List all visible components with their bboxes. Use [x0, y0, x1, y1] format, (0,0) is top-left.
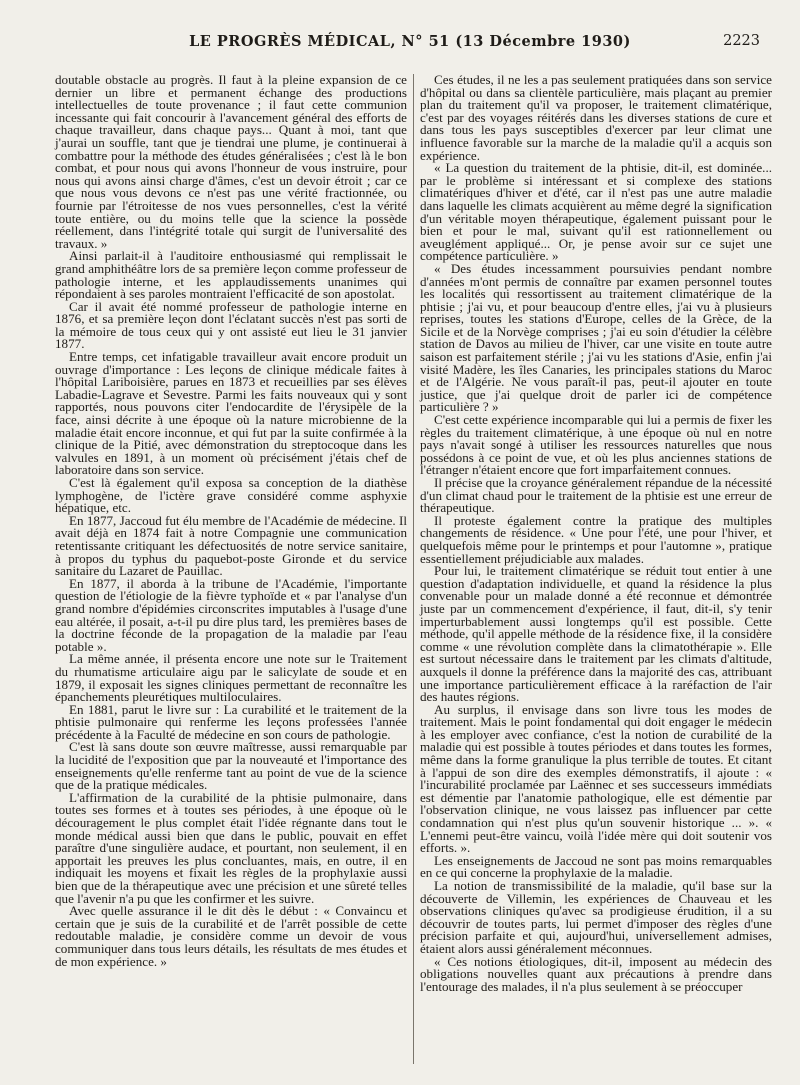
paragraph: C'est là également qu'il exposa sa conception de la diathèse lymphogène, de l'ictère grave considéré comme asphyxie hépatique, etc. [55, 475, 407, 516]
paragraph: En 1877, il aborda à la tribune de l'Académie, l'importante question de l'étiologie de la fièvre typhoïde et « par l'analyse d'un grand nombre d'épidémies circonscrites imputables à l'usage d'une eau altérée, il posait, a-t-il pu dire plus tard, les premières bases de la doctrine féconde de la propagation de la maladie par l'eau potable ». [55, 575, 407, 654]
paragraph: En 1877, Jaccoud fut élu membre de l'Académie de médecine. Il avait déjà en 1874 fait à notre Compagnie une communication retentissante critiquant les défectuosités de notre service sanitaire, à propos du typhus du paquebot-poste Gironde et du service sanitaire du Lazaret de Pauillac. [55, 512, 407, 579]
paragraph: Avec quelle assurance il le dit dès le début : « Convaincu et certain que je suis de la curabilité et de l'arrêt possible de cette redoutable maladie, je considère comme un devoir de vous communiquer dans tous leurs détails, les résultats de mes études et de mon expérience. » [55, 903, 407, 969]
paragraph: Les enseignements de Jaccoud ne sont pas moins remarquables en ce qui concerne la prophylaxie de la maladie. [420, 852, 772, 881]
paragraph: Il précise que la croyance généralement répandue de la nécessité d'un climat chaud pour le traitement de la phtisie est une erreur de thérapeutique. [420, 475, 772, 516]
column-divider [413, 74, 414, 1064]
page-number: 2223 [723, 33, 760, 49]
paragraph: doutable obstacle au progrès. Il faut à la pleine expansion de ce dernier un libre et permanent échange des productions intellectuelles de toute provenance ; il faut cette communion incessante qui fait concourir à l'avancement général des efforts de chaque travailleur, dans chaque pays... Quant à moi, tant que j'aurai un souffle, tant que je tiendrai une plume, je continuerai à combattre pour la méthode des études généralisées ; c'est là le bon combat, et pour nous qui avons l'honneur de vous instruire, pour nous qui avons ainsi charge d'âmes, c'est un devoir étroit ; car ce que nous vous devons ce n'est pas une vérité fractionnée, ou fournie par l'étroitesse de nos vues personnelles, c'est la vérité toute entière, ou du moins telle que la science la possède réellement, dans l'intégrité totale qui surgit de l'universalité des travaux. » [55, 72, 407, 251]
paragraph: En 1881, parut le livre sur : La curabilité et le traitement de la phtisie pulmonaire qui renferme les leçons professées l'année précédente à la Faculté de médecine en son cours de pathologie. [55, 701, 407, 742]
right-column [420, 74, 772, 993]
paragraph: « Des études incessamment poursuivies pendant nombre d'années m'ont permis de connaître par examen personnel toutes les localités qui ressortissent au traitement climatérique de la phtisie ; j'ai vu, et pour beaucoup d'entre elles, j'ai vu à plusieurs reprises, toutes les stations d'Europe, celles de la Grèce, de la Sicile et de la Norvège comprises ; j'ai eu soin d'étudier la célèbre station de Davos au milieu de l'hiver, car une visite en toute autre saison est parfaitement stérile ; j'ai vu les stations d'Asie, enfin j'ai visité Madère, les îles Canaries, les principales stations du Maroc et de l'Algérie. Ne vous paraît-il pas, peut-il ajouter en toute justice, que j'ai quelque droit de parler ici de compétence particulière ? » [420, 260, 772, 415]
paragraph: L'affirmation de la curabilité de la phtisie pulmonaire, dans toutes ses formes et à toutes ses périodes, à une époque où le découragement le plus complet était l'idée régnante dans tout le monde médical aussi bien que dans le public, pouvait en effet paraître d'une singulière audace, et pourtant, non seulement, il en apportait les preuves les plus concluantes, mais, en outre, il en indiquait les moyens et fixait les règles de la prophylaxie aussi bien que de la thérapeutique avec une précision et une sûreté telles que l'avenir n'a pu que les confirmer et les suivre. [55, 789, 407, 906]
paragraph: Ainsi parlait-il à l'auditoire enthousiasmé qui remplissait le grand amphithéâtre lors de sa première leçon comme professeur de pathologie interne, et les applaudissements unanimes qui répondaient à ses paroles montraient l'efficacité de son apostolat. [55, 248, 407, 302]
paragraph: Il proteste également contre la pratique des multiples changements de résidence. « Une pour l'été, une pour l'hiver, et quelquefois même pour le printemps et pour l'automne », pratique essentiellement préjudiciable aux malades. [420, 512, 772, 566]
journal-title: LE PROGRÈS MÉDICAL, N° 51 (13 Décembre 1930) [189, 33, 631, 50]
running-header [60, 33, 760, 53]
paragraph: « Ces notions étiologiques, dit-il, imposent au médecin des obligations nouvelles quant aux précautions à prendre dans l'entourage des malades, il n'a plus seulement à se préoccuper [420, 953, 772, 994]
paragraph: Pour lui, le traitement climatérique se réduit tout entier à une question d'adaptation individuelle, et quand la résidence la plus convenable pour un malade donné a été reconnue et démontrée juste par un commencement d'expérience, il faut, dit-il, s'y tenir imperturbablement aussi longtemps qu'il est possible. Cette méthode, qu'il appelle méthode de la résidence fixe, il la considère comme « une révolution complète dans la climatothérapie ». Elle est surtout nécessaire dans le traitement par les climats d'altitude, auxquels il donne la préférence dans la majorité des cas, attribuant une importance particulièrement efficace à la raréfaction de l'air des hautes régions. [420, 563, 772, 705]
paragraph: Au surplus, il envisage dans son livre tous les modes de traitement. Mais le point fondamental qui doit engager le médecin à les employer avec confiance, c'est la notion de curabilité de la maladie qui est possible à toutes périodes et dans toutes les formes, même dans la forme granulique la plus terrible de toutes. Et citant à l'appui de son dire des exemples démonstratifs, il ajoute : « l'incurabilité proclamée par Laënnec et ses successeurs immédiats est démentie par l'anatomie pathologique, elle est démentie par l'observation clinique, ne vous laissez pas influencer par cette condamnation qui n'est plus qu'un souvenir historique ... ». « L'ennemi peut-être vaincu, voilà l'idée mère qui doit soutenir vos efforts. ». [420, 701, 772, 856]
paragraph: Entre temps, cet infatigable travailleur avait encore produit un ouvrage d'importance : Les leçons de clinique médicale faites à l'hôpital Lariboisière, parues en 1873 et recueillies par ses élèves Labadie-Lagrave et Sevestre. Parmi les faits nouveaux qui y sont rapportés, nous pouvons citer l'endocardite de l'érysipèle de la face, ainsi décrite à une époque où la nature microbienne de la maladie était encore inconnue, et qui fut par la suite confirmée à la clinique de la Pitié, avec démonstration du streptocoque dans les valvules en 1891, à un moment où précisément j'étais chef de laboratoire dans son service. [55, 349, 407, 478]
left-column [55, 74, 407, 968]
paragraph: La notion de transmissibilité de la maladie, qu'il base sur la découverte de Villemin, les expériences de Chauveau et les observations cliniques qu'avec sa prodigieuse érudition, il a su découvrir de toutes parts, lui permet d'imposer des règles d'une précision parfaite et qui, aujourd'hui, universellement admises, étaient alors aussi généralement méconnues. [420, 878, 772, 956]
paragraph: Car il avait été nommé professeur de pathologie interne en 1876, et sa première leçon dont l'éclatant succès n'est pas sorti de la mémoire de tous ceux qui y ont assisté eut lieu le 31 janvier 1877. [55, 298, 407, 352]
paragraph: C'est cette expérience incomparable qui lui a permis de fixer les règles du traitement climatérique, à une époque où nul en notre pays n'avait songé à utiliser les ressources naturelles que nous possédons à ce point de vue, et où les plus anciennes stations de l'étranger n'étaient encore que fort imparfaitement connues. [420, 412, 772, 478]
paragraph: « La question du traitement de la phtisie, dit-il, est dominée... par le problème si intéressant et si complexe des stations climatériques d'hiver et d'été, car il n'est pas une autre maladie dans laquelle les climats acquièrent au même degré la signification d'un véritable moyen thérapeutique, également puissant pour le bien et pour le mal, suivant qu'il est rationnellement ou aveuglément appliqué... Or, je pense avoir sur ce sujet une compétence particulière. » [420, 160, 772, 264]
paragraph: La même année, il présenta encore une note sur le Traitement du rhumatisme articulaire aigu par le salicylate de soude et en 1879, il exposait les signes cliniques permettant de reconnaître les épanchements pleurétiques multiloculaires. [55, 651, 407, 705]
paragraph: Ces études, il ne les a pas seulement pratiquées dans son service d'hôpital ou dans sa clientèle particulière, mais plaçant au premier plan du traitement qu'il va proposer, le traitement climatérique, c'est par des voyages réitérés dans les diverses stations de cure et dans tous les pays susceptibles d'exercer par leur climat une influence favorable sur la marche de la maladie qu'il a acquis son expérience. [420, 72, 772, 163]
paragraph: C'est là sans doute son œuvre maîtresse, aussi remarquable par la lucidité de l'exposition que par la nouveauté et l'importance des enseignements qu'elle renferme tant au point de vue de la science que de la pratique médicales. [55, 739, 407, 793]
